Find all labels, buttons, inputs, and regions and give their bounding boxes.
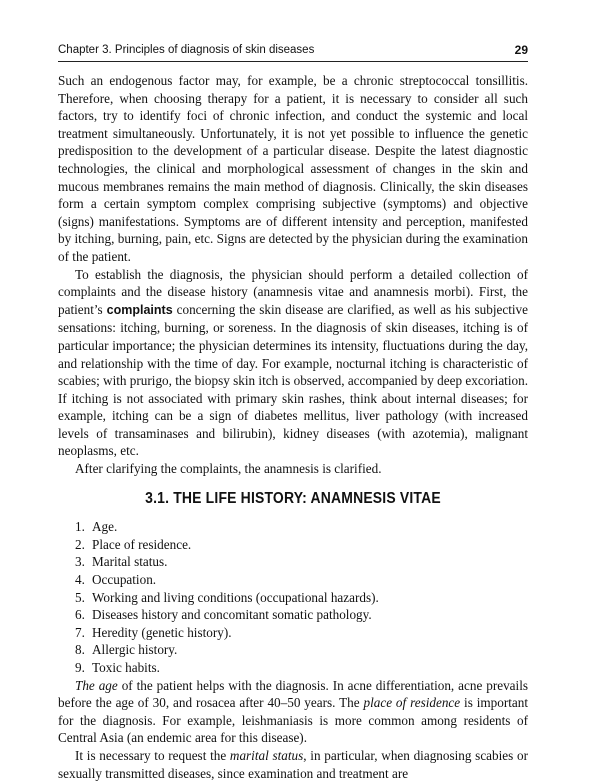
- paragraph-3: After clarifying the complaints, the anamnesis is clarified.: [75, 461, 382, 477]
- page-number: 29: [514, 43, 528, 57]
- list-item: 7. Heredity (genetic history).: [75, 624, 232, 640]
- term-complaints: complaints: [106, 302, 173, 317]
- paragraph-2-start: To establish the diagnosis, the physician should perform a detailed collection of complaints and the disease history (anamnesis vitae and anamnesis morbi). First, the patient’s: [58, 266, 528, 317]
- anamnesis-list: [58, 518, 528, 676]
- list-item: 3. Marital status.: [75, 554, 168, 570]
- list-item: 8. Allergic history.: [75, 642, 178, 658]
- section-heading: 3.1. THE LIFE HISTORY: ANAMNESIS VITAE: [145, 489, 441, 507]
- list-item: 2. Place of residence.: [75, 536, 192, 552]
- list-item: 6. Diseases history and concomitant somatic pathology.: [75, 607, 372, 623]
- list-item: 9. Toxic habits.: [75, 660, 160, 675]
- running-header: [58, 43, 528, 62]
- term-marital-status: marital status: [229, 747, 304, 763]
- term-age: The age: [75, 677, 118, 693]
- paragraph-2-end: concerning the skin disease are clarified, as well as his subjective sensations: itching, burning, or soreness. In the diagnosis of skin diseases, itching is of particular importance; the physician determines its intensity, fluctuations during the day, and relationship with the time of day. For example, nocturnal itching is characteristic of scabies; with prurigo, the biopsy skin itch is observed, accompanied by deep excoriation. If itching is not associated with primary skin rashes, think about internal diseases; for example, itching can be a sign of diabetes mellitus, liver pathology (with increased levels of transaminases and bilirubin), kidney diseases (with azotemia), malignant neoplasms, etc.: [58, 301, 528, 459]
- paragraph-4: The age of the patient helps with the diagnosis. In acne differentiation, acne prevails before the age of 30, and rosacea after 40–50 years. The place of residence is important for the diagnosis. For example, leishmaniasis is more common among residents of Central Asia (an endemic area for this disease).: [58, 677, 529, 746]
- paragraph-2: [58, 266, 528, 461]
- body-text: [58, 72, 528, 782]
- list-item: 5. Working and living conditions (occupational hazards).: [75, 589, 379, 605]
- paragraph-5: It is necessary to request the marital status, in particular, when diagnosing scabies or sexually transmitted diseases, since examination and treatment are: [58, 747, 528, 781]
- list-item: 1. Age.: [75, 519, 118, 535]
- term-place-of-residence: place of residence: [363, 695, 461, 711]
- list-item: 4. Occupation.: [75, 572, 157, 588]
- paragraph-1: Such an endogenous factor may, for example, be a chronic streptococcal tonsillitis. Therefore, when choosing therapy for a patient, it is necessary to consider all such factors, try to identify foci of chronic infection, and conduct the systemic and local treatment simultaneously. Unfortunately, it is not yet possible to influence the genetic predisposition to the development of a particular disease. Despite the latest diagnostic technologies, the clinical and morphological assessment of changes in the skin and mucous membranes remains the main method of diagnosis. Clinically, the skin diseases form a certain symptom complex comprising subjective (symptoms) and objective (signs) manifestations. Symptoms are of different intensity and perception, manifested by itching, burning, pain, etc. Signs are detected by the physician during the examination of the patient.: [58, 73, 528, 264]
- chapter-title: Chapter 3. Principles of diagnosis of skin diseases: [58, 44, 315, 56]
